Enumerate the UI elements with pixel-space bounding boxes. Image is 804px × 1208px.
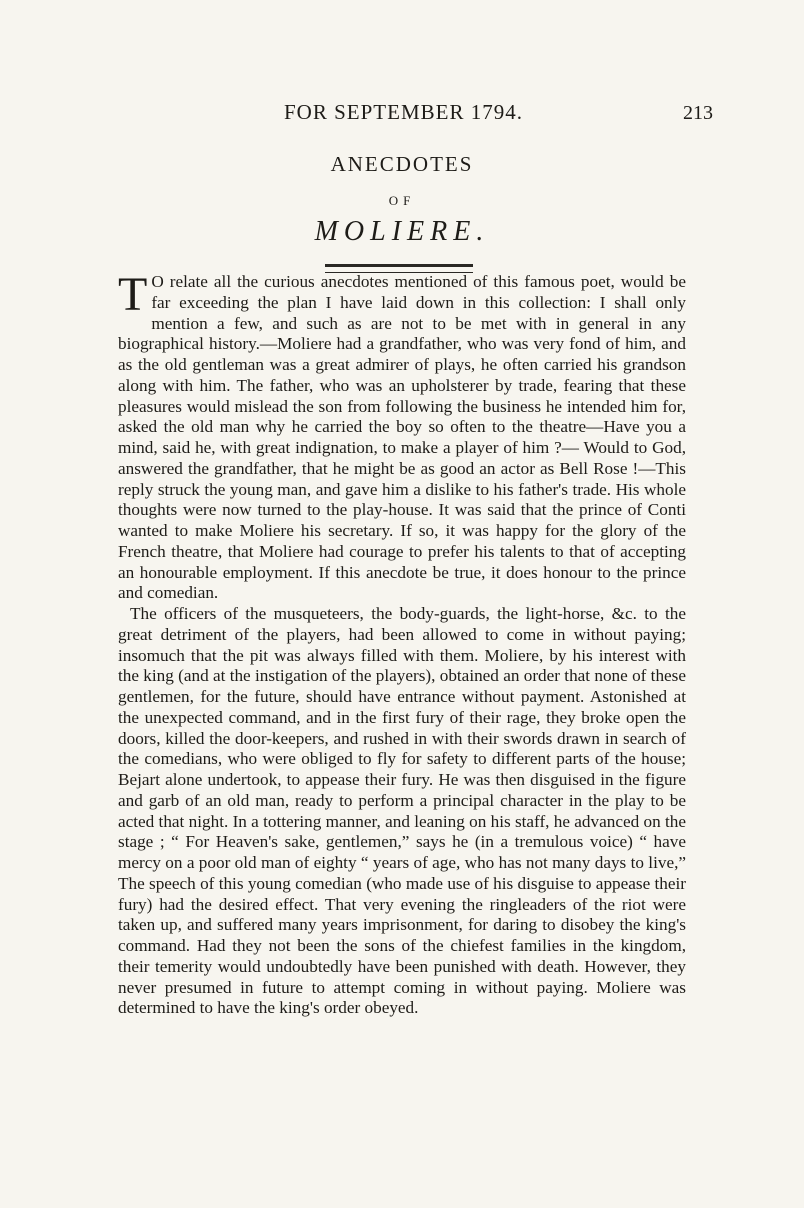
article-title: ANECDOTES (330, 152, 474, 176)
paragraph-text: O relate all the curious anecdotes mentioned of this famous poet, would be far exceeding the plan I have laid down in this collection: I shall only mention a few, and such as are not to be met with in general in any biographical history.—Moliere had a grandfather, who was very fond of him, and as the old gentleman was a great admirer of plays, he often carried his grandson along with him. The father, who was an upholsterer by trade, fearing that these pleasures would mislead the son from following the business he intended him for, asked the old man why he carried the boy so often to the theatre—Have you a mind, said he, with great indignation, to make a player of him ?— Would to God, answered the grandfather, that he might be as good an actor as Bell Rose !—This reply struck the young man, and gave him a dislike to his father's trade. His whole thoughts were now turned to the play-house. It was said that the prince of Conti wanted to make Moliere his secretary. If so, it was happy for the glory of the French theatre, that Moliere had courage to prefer his talents to that of accepting an honourable employment. If this anecdote be true, it does honour to the prince and comedian. (118, 272, 686, 603)
running-head (0, 100, 804, 140)
paragraph: The officers of the musqueteers, the body-guards, the light-horse, &c. to the great detriment of the players, had been allowed to come in without paying; insomuch that the pit was always filled with them. Moliere, by his interest with the king (and at the instigation of the players), obtained an order that none of these gentlemen, for the future, should have entrance without payment. Astonished at the unexpected command, and in the first fury of their rage, they broke open the doors, killed the door-keepers, and rushed in with their swords drawn in search of the comedians, who were obliged to fly for safety to different parts of the house; Bejart alone undertook, to appease their fury. He was then disguised in the figure and garb of an old man, ready to perform a principal character in the play to be acted that night. In a tottering manner, and leaning on his staff, he advanced on the stage ; “ For Heaven's sake, gentlemen,” says he (in a tremulous voice) “ have mercy on a poor old man of eighty “ years of age, who has not many days to live,” The speech of this young comedian (who made use of his disguise to appease their fury) had the desired effect. That very evening the ringleaders of the riot were taken up, and suffered many years imprisonment, for daring to disobey the king's command. Had they not been the sons of the chiefest families in the kingdom, their temerity would undoubtedly have been punished with death. However, they never presumed in future to attempt coming in without paying. Moliere was determined to have the king's order obeyed. (118, 604, 686, 1018)
article-subject: MOLIERE. (314, 216, 490, 247)
article-body (118, 268, 686, 1019)
page-number: 213 (683, 102, 713, 124)
article-title-connector: OF (388, 193, 416, 208)
drop-cap: T (118, 268, 148, 321)
running-title: FOR SEPTEMBER 1794. (284, 100, 523, 124)
paragraph (118, 268, 686, 604)
